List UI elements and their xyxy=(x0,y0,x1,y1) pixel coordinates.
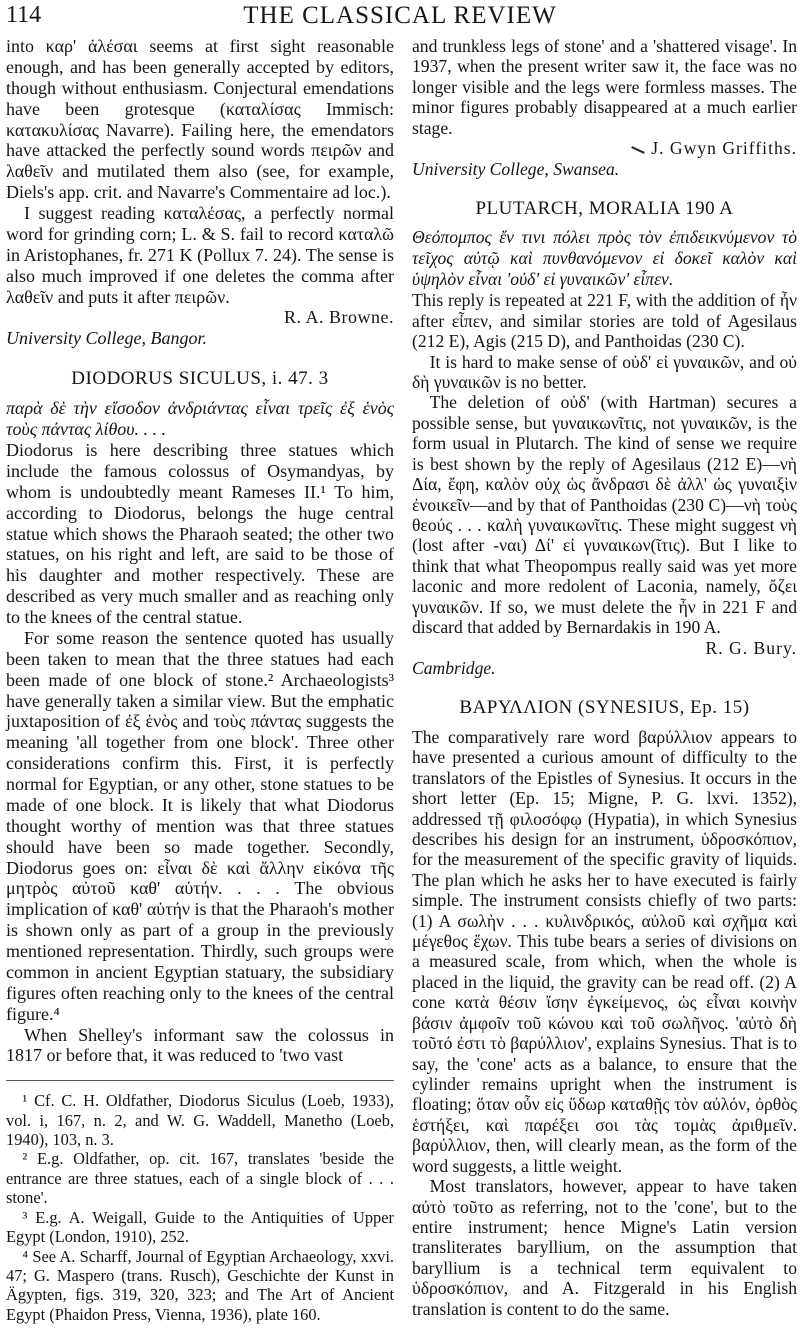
plutarch-paragraph-2: It is hard to make sense of οὐδ' εἰ γυναικῶν, and οὐ δὴ γυναικῶν is no better. xyxy=(412,351,797,393)
page-number: 114 xyxy=(6,2,42,28)
article-heading-baryllion: ΒΑΡΥΛΛΙΟΝ (SYNESIUS, Ep. 15) xyxy=(459,697,750,719)
author-signature-bury: R. G. Bury. xyxy=(705,637,797,658)
journal-title: THE CLASSICAL REVIEW xyxy=(243,2,557,29)
tick-mark xyxy=(632,146,646,154)
right-column xyxy=(412,36,797,1319)
continuation-paragraph: and trunkless legs of stone' and a 'shattered visage'. In 1937, when the present writer saw it, the face was no longer visible and the legs were formless masses. The minor figures probably disappeared at a much earlier stage. xyxy=(412,36,797,138)
article-heading-diodorus: DIODORUS SICULUS, i. 47. 3 xyxy=(71,368,329,390)
footnotes xyxy=(6,1080,394,1324)
author-signature: R. A. Browne. xyxy=(284,307,394,328)
footnote-3: ³ E.g. A. Weigall, Guide to the Antiquities of Upper Egypt (London, 1910), 252. xyxy=(6,1207,394,1247)
baryllion-paragraph-1: The comparatively rare word βαρύλλιον appears to have presented a curious amount of difficulty to the translators of the Epistles of Synesius. It occurs in the short letter (Ep. 15; Migne, P. G. lxvi. 1352), addressed τῇ φιλοσόφῳ (Hypatia), in which Synesius describes his design for an instrument, ὑδροσκόπιον, for the measurement of the specific gravity of liquids. The plan which he asks her to have executed is fairly simple. The instrument consists chiefly of two parts: (1) A σωλὴν . . . κυλινδρικός, αὐλοῦ καὶ σχῆμα καὶ μέγεθος ἔχων. This tube bears a series of divisions on a measured scale, from which, when the whole is placed in the liquid, the gravity can be read off. (2) A cone κατὰ θέσιν ἴσην ἐγκείμενος, ὡς εἶναι κοινὴν βάσιν ἀμφοῖν τοῦ κώνου καὶ τοῦ σωλῆνος. 'αὐτὸ δὴ τοῦτό ἐστι τὸ βαρύλλιον', explains Synesius. That is to say, the 'cone' acts as a balance, to ensure that the cylinder remains upright when the instrument is floating; ὅταν οὖν εἰς ὕδωρ καταθῇς τὸν αὐλόν, ὀρθὸς ἑστήξει, καὶ παρέξει σοι τὰς τομὰς ἀριθμεῖν. βαρύλλιον, then, will clearly mean, as the form of the word suggests, a little weight. xyxy=(412,726,797,1176)
article-heading-plutarch: PLUTARCH, MORALIA 190 A xyxy=(475,197,734,219)
greek-epigraph-plutarch: Θεόπομπος ἔν τινι πόλει πρὸς τὸν ἐπιδεικνύμενον τὸ τεῖχος αὐτῷ καὶ πυνθανόμενον εἰ δοκεῖ καλὸν καὶ ὑψηλὸν εἶναι 'οὐδ' εἰ γυναικῶν' εἶπεν. xyxy=(412,227,797,290)
baryllion-paragraph-2: Most translators, however, appear to have taken αὐτὸ τοῦτο as referring, not to the 'cone', but to the entire instrument; hence Migne's Latin version transliterates baryllium, on the assumption that baryllium is a technical term equivalent to ὑδροσκόπιον, and A. Fitzgerald in his English translation is content to do the same. xyxy=(412,1176,797,1319)
author-signature-griffiths: J. Gwyn Griffiths. xyxy=(412,138,797,158)
footnote-2: ² E.g. Oldfather, op. cit. 167, translates 'beside the entrance are three statues, each of a single block of . . . stone'. xyxy=(6,1149,394,1208)
footnote-4: ⁴ See A. Scharff, Journal of Egyptian Archaeology, xxvi. 47; G. Maspero (trans. Rusch), Geschichte der Kunst in Ägypten, figs. 319, 320, 323; and The Art of Ancient Egypt (Phaidon Press, Vienna, 1936), plate 160. xyxy=(6,1246,394,1324)
greek-epigraph: παρὰ δὲ τὴν εἴσοδον ἀνδριάντας εἶναι τρεῖς ἐξ ἑνὸς τοὺς πάντας λίθου. . . . xyxy=(6,398,394,439)
page-header xyxy=(6,0,794,34)
author-affiliation: University College, Bangor. xyxy=(6,328,207,349)
plutarch-paragraph-3: The deletion of οὐδ' (with Hartman) secures a possible sense, but γυναικωνῖτις, not γυναικῶν, is the form usual in Plutarch. The kind of sense we require is best shown by the reply of Agesilaus (212 E)—νὴ Δία, ἔφη, καλὸν οὐχ ὡς ἄνδρασι δὲ ἀλλ' ὡς γυναιξὶν ἐνοικεῖν—and by that of Panthoidas (230 C)—νὴ τοὺς θεούς . . . καλὴ γυναικωνῖτις. These might suggest νὴ (lost after -ναι) Δί' εἰ γυναικων(ῖτις). But I like to think that what Theopompus really said was yet more laconic and more redolent of Laconia, namely, ὄζει γυναικῶν. If so, we must delete the ἦν in 221 F and discard that added by Bernardakis in 190 A. xyxy=(412,392,797,638)
footnote-1: ¹ Cf. C. H. Oldfather, Diodorus Siculus (Loeb, 1933), vol. i, 167, n. 2, and W. G. Waddell, Manetho (Loeb, 1940), 103, n. 3. xyxy=(6,1091,394,1150)
body-paragraph-1: Diodorus is here describing three statues which include the famous colossus of Osymandyas, by whom is undoubtedly meant Rameses II.¹ To him, according to Diodorus, belongs the huge central statue which shows the Pharaoh seated; the other two statues, on his right and left, are said to be those of his daughter and mother respectively. These are described as very much smaller and as reaching only to the knees of the central statue. xyxy=(6,440,394,627)
suggestion-paragraph: I suggest reading καταλέσας, a perfectly normal word for grinding corn; L. & S. fail to record καταλῶ in Aristophanes, fr. 271 K (Pollux 7. 24). The sense is also much improved if one deletes the comma after λαθεῖν and puts it after πειρῶν. xyxy=(6,203,394,307)
intro-paragraph: into καρ' ἀλέσαι seems at first sight reasonable enough, and has been generally accepted by editors, though without enthusiasm. Conjectural emendations have been grotesque (καταλίσας Immisch: κατακυλίσας Navarre). Failing here, the emendators have attacked the perfectly sound words πειρῶν and λαθεῖν and mutilated them also (see, for example, Diels's app. crit. and Navarre's Commentaire ad loc.). xyxy=(6,36,394,203)
left-column xyxy=(6,36,394,1324)
plutarch-paragraph-1: This reply is repeated at 221 F, with the addition of ἦν after εἶπεν, and similar stories are told of Agesilaus (212 E), Agis (215 D), and Panthoidas (230 C). xyxy=(412,290,797,352)
body-paragraph-2: For some reason the sentence quoted has usually been taken to mean that the three statues had each been made of one block of stone.² Archaeologists³ have generally taken a similar view. But the emphatic juxtaposition of ἐξ ἑνὸς and τοὺς πάντας suggests the meaning 'all together from one block'. Three other considerations confirm this. First, it is perfectly normal for Egyptian, or any other, stone statues to be made of one block. It is likely that what Diodorus thought worthy of mention was that three statues should have been so made together. Secondly, Diodorus goes on: εἶναι δὲ καὶ ἄλλην εἰκόνα τῆς μητρὸς αὐτοῦ καθ' αὑτήν. . . . The obvious implication of καθ' αὑτήν is that the Pharaoh's mother is shown only as part of a group in the previously mentioned representation. Thirdly, such groups were common in ancient Egyptian statuary, the subsidiary figures often reaching only to the knees of the central figure.⁴ xyxy=(6,627,394,1024)
author-affiliation-cambridge: Cambridge. xyxy=(412,657,496,678)
body-paragraph-3: When Shelley's informant saw the colossus in 1817 or before that, it was reduced to 'two vast xyxy=(6,1024,394,1066)
author-affiliation-swansea: University College, Swansea. xyxy=(412,158,620,179)
